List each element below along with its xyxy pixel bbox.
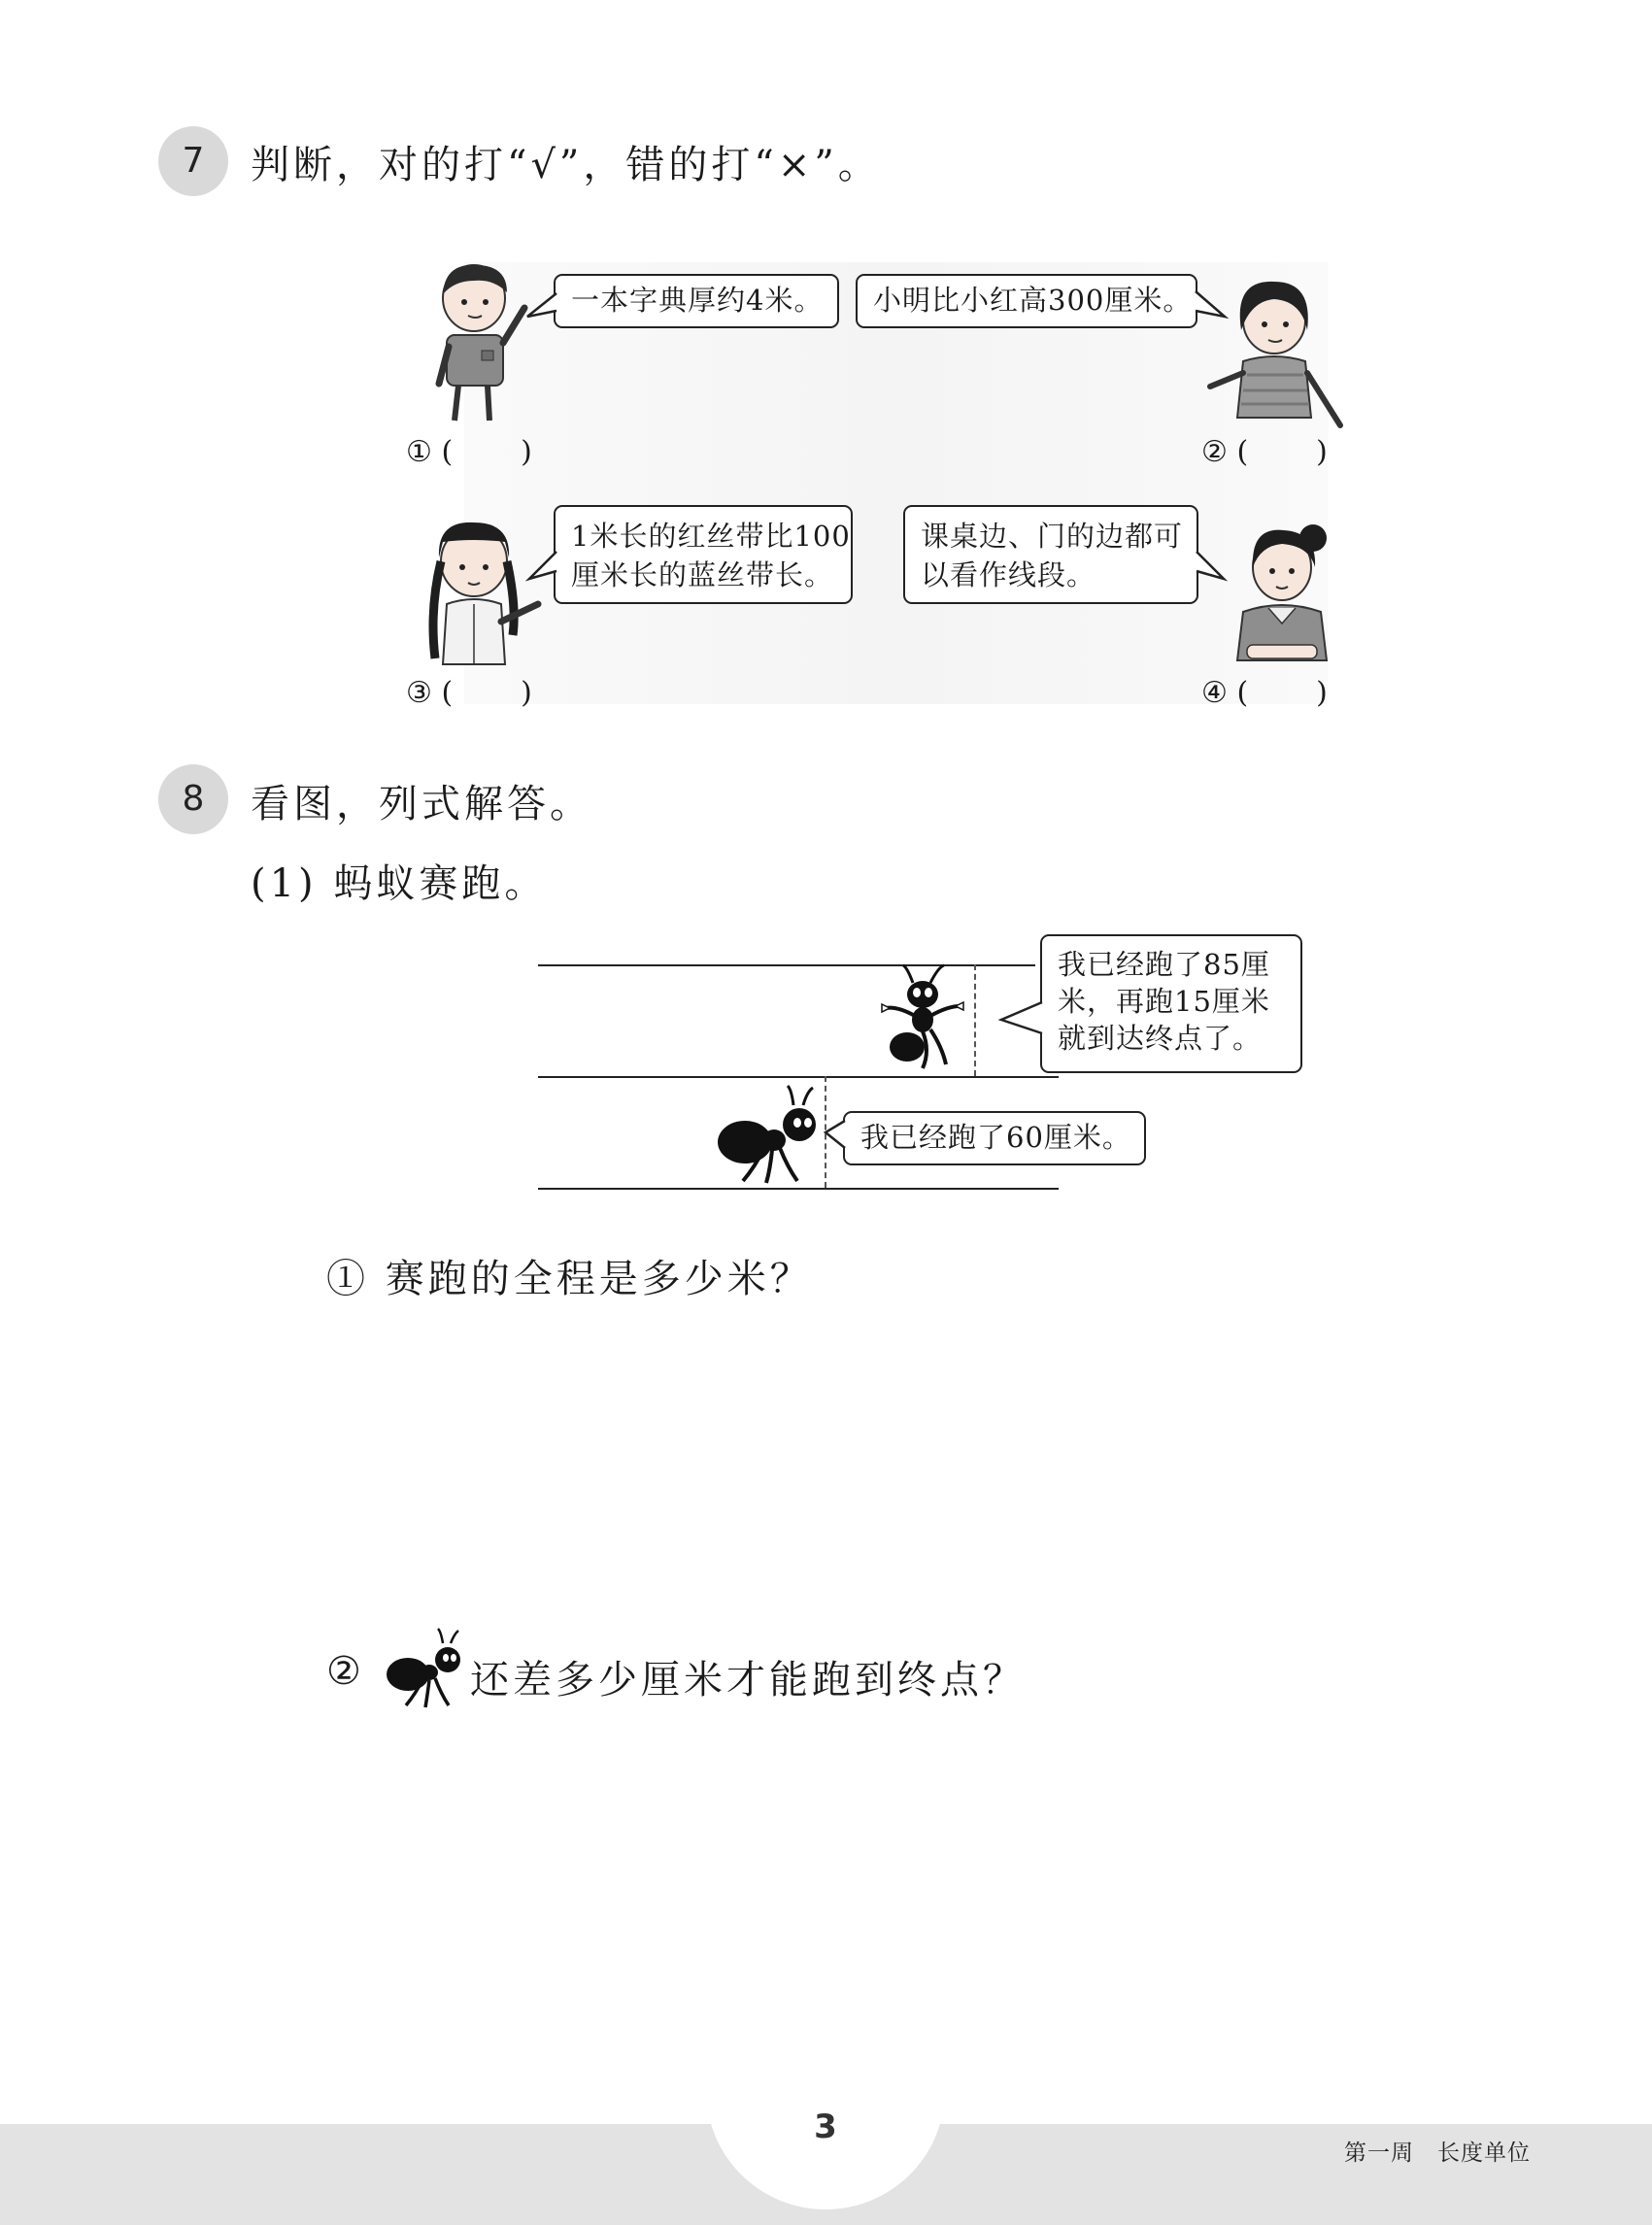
- ant-icon: [714, 1084, 823, 1185]
- ant-icon: [874, 963, 976, 1074]
- answer-slot-2[interactable]: [1201, 435, 1328, 469]
- answer-4-open-paren: (: [1236, 676, 1249, 710]
- answer-slot-1[interactable]: [406, 435, 532, 469]
- question-8-title: 看图，列式解答。: [251, 782, 592, 826]
- statement-3-line-1: 1米长的红丝带比100: [571, 520, 851, 553]
- speech-bubble-1: [554, 274, 839, 328]
- speech-bubble-3: [554, 505, 853, 604]
- answer-area-1[interactable]: [326, 1321, 1395, 1593]
- answer-4-label: ④: [1201, 676, 1228, 710]
- ant-1-speech-line-2: 米，再跑15厘米: [1058, 985, 1270, 1018]
- footer-section-title: 第一周 长度单位: [1344, 2141, 1531, 2166]
- answer-2-open-paren: (: [1236, 435, 1249, 469]
- sub-question-2-number: ②: [326, 1649, 365, 1694]
- question-8-number: 8: [158, 764, 228, 834]
- ant-1-speech-bubble: [1040, 934, 1302, 1073]
- ant-1-speech-bubble-tail: [999, 998, 1044, 1037]
- speech-bubble-2: [856, 274, 1197, 328]
- answer-3-open-paren: (: [441, 676, 454, 710]
- answer-2-label: ②: [1201, 435, 1228, 469]
- ant-1-speech-line-3: 就到达终点了。: [1058, 1022, 1263, 1055]
- statement-4-line-2: 以看作线段。: [921, 558, 1096, 591]
- answer-2-close-paren: ): [1316, 435, 1328, 469]
- answer-3-close-paren: ): [521, 676, 532, 710]
- answer-4-close-paren: ): [1316, 676, 1328, 710]
- speech-bubble-2-tail: [1194, 289, 1227, 320]
- question-8-part-1: (1) 蚂蚁赛跑。: [251, 861, 548, 906]
- answer-area-2[interactable]: [326, 1719, 1395, 2010]
- sub-question-2-text: 还差多少厘米才能跑到终点？: [470, 1658, 1026, 1702]
- speech-bubble-1-tail: [525, 291, 558, 320]
- statement-4-line-1: 课桌边、门的边都可: [921, 520, 1184, 553]
- track-line-middle: [538, 1076, 1059, 1078]
- statement-3-line-2: 厘米长的蓝丝带长。: [571, 558, 834, 591]
- question-7-title: 判断，对的打“√”，错的打“×”。: [251, 143, 881, 187]
- page-number: 3: [814, 2107, 837, 2146]
- ant-2-speech-bubble-tail: [824, 1119, 847, 1152]
- answer-1-label: ①: [406, 435, 432, 469]
- statement-2-line-1: 小明比小红高300厘米。: [873, 284, 1193, 317]
- girl-pigtails-icon: [416, 513, 552, 668]
- answer-slot-3[interactable]: [406, 676, 532, 710]
- ant-2-speech-bubble: [843, 1111, 1146, 1165]
- boy-illustration-icon: [425, 257, 532, 422]
- woman-bun-icon: [1226, 515, 1342, 670]
- speech-bubble-3-tail: [527, 550, 558, 583]
- ant-icon: [385, 1628, 466, 1709]
- sub-question-1: ① 赛跑的全程是多少米？: [326, 1257, 813, 1301]
- illustration-background: [464, 262, 1329, 704]
- question-7-number: 7: [158, 126, 228, 196]
- ant-1-speech-line-1: 我已经跑了85厘: [1058, 948, 1270, 981]
- speech-bubble-4: [903, 505, 1198, 604]
- answer-3-label: ③: [406, 676, 432, 710]
- answer-1-close-paren: ): [521, 435, 532, 469]
- answer-slot-4[interactable]: [1201, 676, 1328, 710]
- track-line-bottom: [538, 1188, 1059, 1190]
- ant-2-speech-line-1: 我已经跑了60厘米。: [860, 1121, 1131, 1154]
- speech-bubble-4-tail: [1195, 550, 1226, 583]
- answer-1-open-paren: (: [441, 435, 454, 469]
- statement-1-line-1: 一本字典厚约4米。: [571, 284, 824, 317]
